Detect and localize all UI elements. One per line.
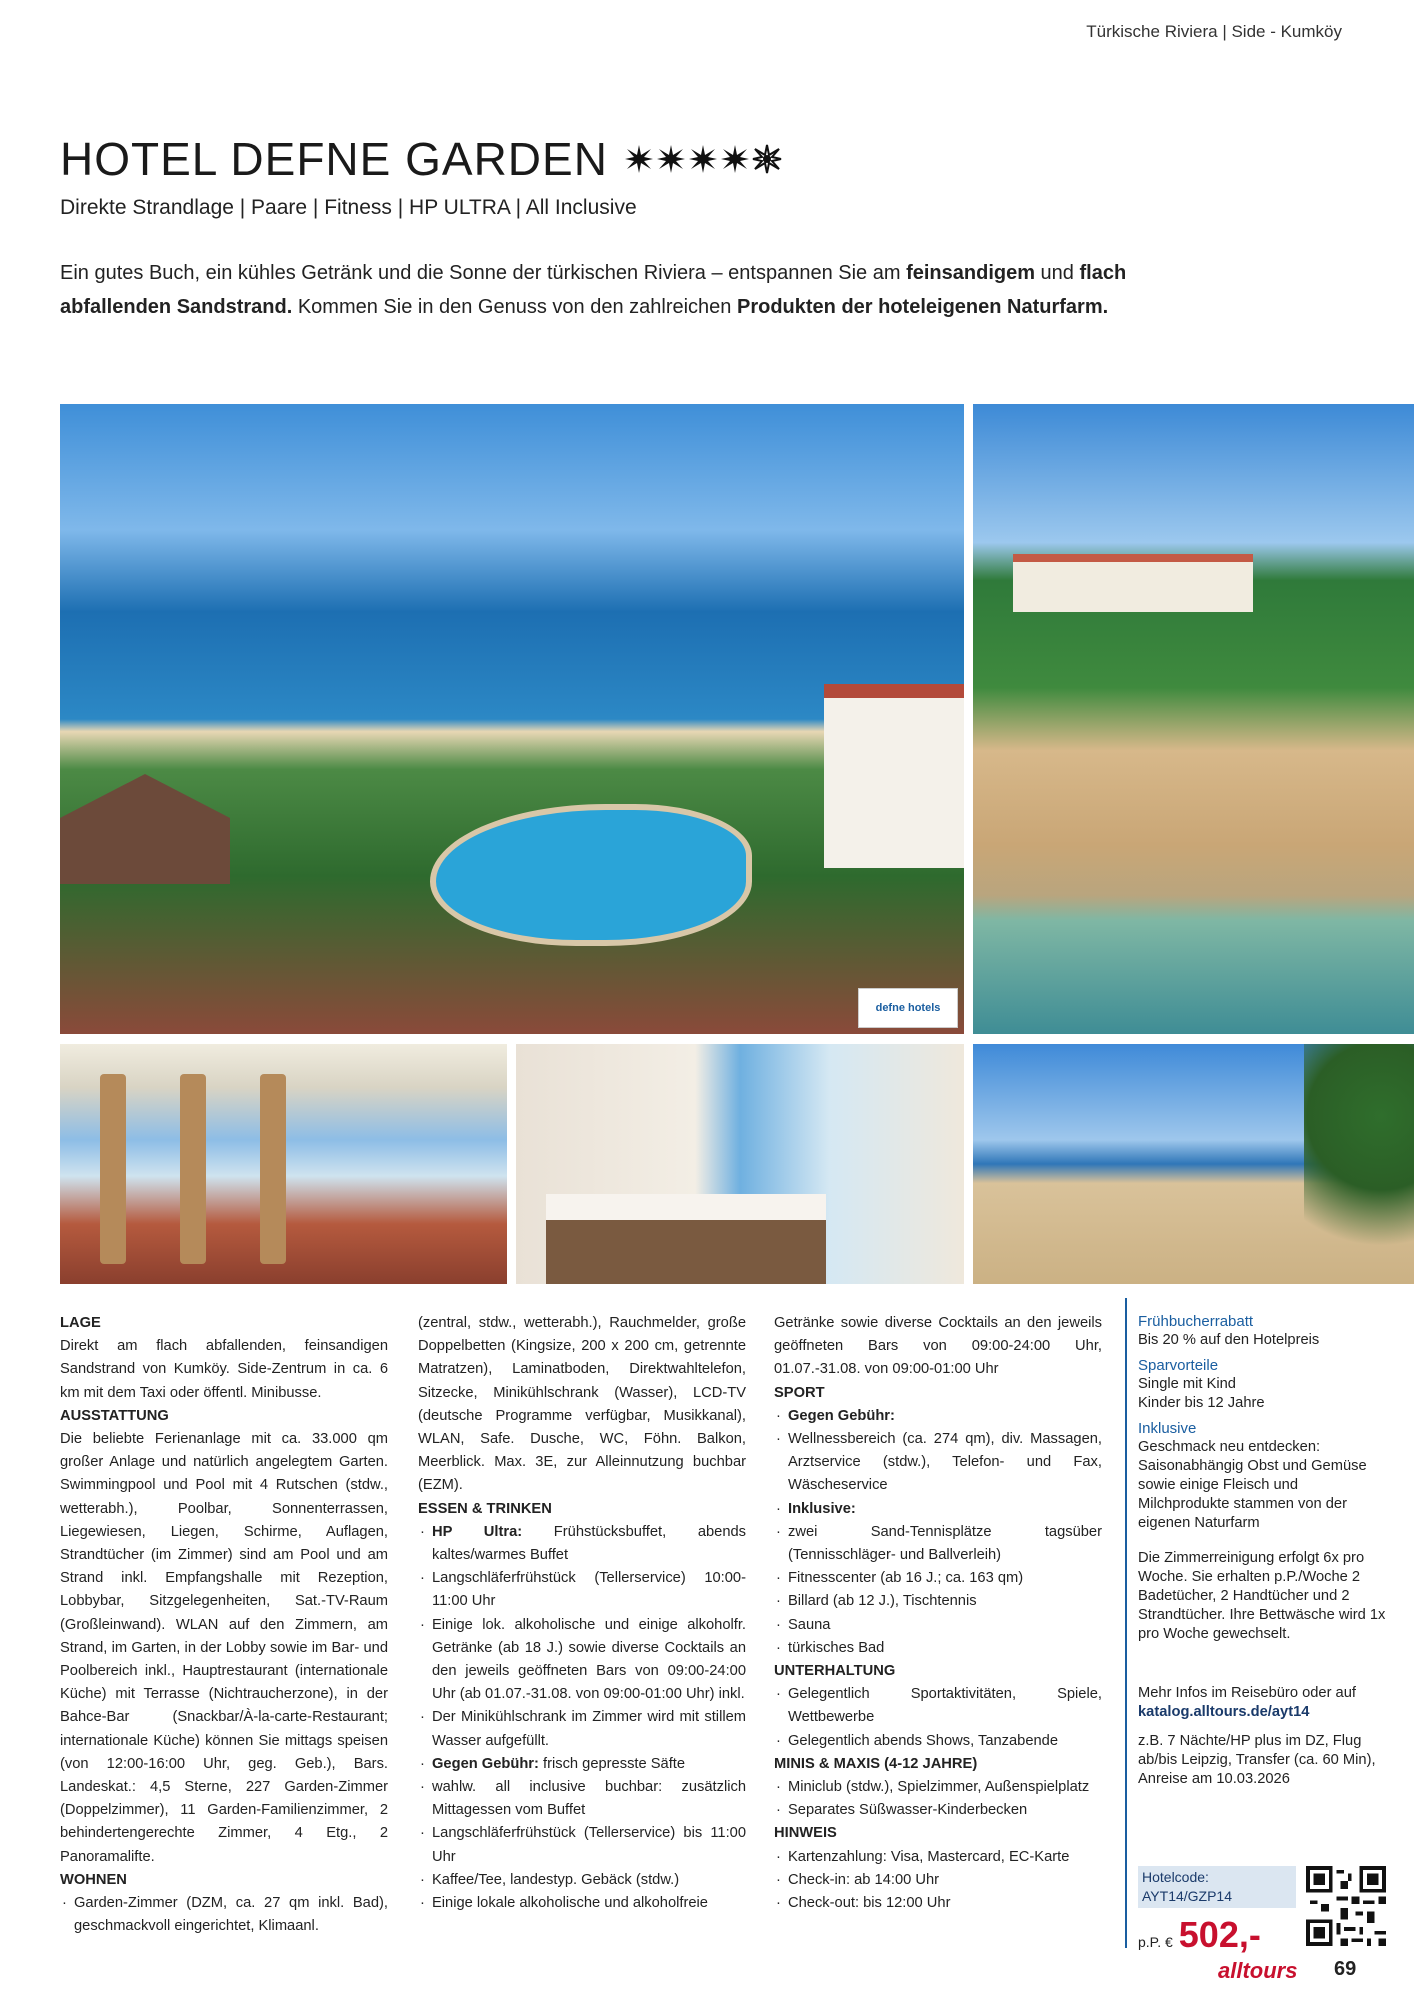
list-item: · wahlw. all inclusive buchbar: zusätzlich Mittagessen vom Buffet <box>418 1776 746 1822</box>
section-unterhaltung-heading: UNTERHALTUNG <box>774 1663 896 1680</box>
list-item: · Check-out: bis 12:00 Uhr <box>774 1892 1102 1915</box>
fruehbucher-heading: Frühbucherrabatt <box>1138 1313 1254 1330</box>
list-item: · Der Minikühlschrank im Zimmer wird mit stillem Wasser aufgefüllt. <box>418 1706 746 1752</box>
section-sport-heading: SPORT <box>774 1384 825 1401</box>
list-item: · HP Ultra: Frühstücksbuffet, abends kaltes/warmes Buffet <box>418 1521 746 1567</box>
star-rating <box>624 144 782 174</box>
list-item: · Inklusive: <box>774 1498 1102 1521</box>
inklusive-heading: Inklusive <box>1138 1420 1197 1437</box>
section-ausstattung-heading: AUSSTATTUNG <box>60 1407 169 1424</box>
list-item: · Einige lok. alkoholische und einige alkoholfr. Getränke (ab 18 J.) sowie diverse Cocktails an den jeweils geöffneten Bars von 09:00-24:00 Uhr (ab 01.07.-31.08. von 09:00-01:00 Uhr) inkl. <box>418 1614 746 1707</box>
list-item: · Check-in: ab 14:00 Uhr <box>774 1869 1102 1892</box>
restaurant-terrace-photo <box>60 1044 507 1284</box>
qr-code-icon[interactable] <box>1306 1866 1386 1946</box>
room-photo <box>516 1044 964 1284</box>
hotelcode-label: Hotelcode: <box>1142 1869 1209 1885</box>
more-info-text: Mehr Infos im Reisebüro oder auf <box>1138 1685 1356 1701</box>
list-item: · zwei Sand-Tennisplätze tagsüber (Tennisschläger- und Ballverleih) <box>774 1521 1102 1567</box>
price <box>1138 1914 1261 1956</box>
list-item: · Separates Süßwasser-Kinderbecken <box>774 1799 1102 1822</box>
section-lage-heading: LAGE <box>60 1315 101 1331</box>
list-item: · Miniclub (stdw.), Spielzimmer, Außenspielplatz <box>774 1776 1102 1799</box>
list-item: · Sauna <box>774 1614 1102 1637</box>
list-item: · Langschläferfrühstück (Tellerservice) 10:00-11:00 Uhr <box>418 1567 746 1613</box>
beach-photo <box>973 1044 1414 1284</box>
sparvorteile-text-2: Kinder bis 12 Jahre <box>1138 1395 1265 1411</box>
price-prefix: p.P. € <box>1138 1934 1173 1950</box>
half-star-icon <box>752 144 782 174</box>
star-icon <box>720 144 750 174</box>
inklusive-text: Geschmack neu entdecken: Saisonabhängig Obst und Gemüse sowie einige Fleisch und Milchprodukte stammen von der eigenen Naturfarm <box>1138 1439 1367 1531</box>
list-item: · Gegen Gebühr: <box>774 1405 1102 1428</box>
fruehbucher-text: Bis 20 % auf den Hotelpreis <box>1138 1332 1320 1348</box>
intro-text: Ein gutes Buch, ein kühles Getränk und die Sonne der türkischen Riviera – entspannen Sie am feinsandigem und flach abfallenden Sandstrand. Kommen Sie in den Genuss von den zahlreichen Produkten der hoteleigenen Naturfarm. <box>60 262 1127 318</box>
sparvorteile-text-1: Single mit Kind <box>1138 1376 1236 1392</box>
hotel-title <box>60 132 782 186</box>
column-3 <box>774 1312 1102 1915</box>
star-icon <box>624 144 654 174</box>
beach-aerial-photo <box>973 404 1414 1034</box>
hotelcode-box <box>1138 1866 1296 1908</box>
list-item: · Kartenzahlung: Visa, Mastercard, EC-Karte <box>774 1846 1102 1869</box>
list-item: · Langschläferfrühstück (Tellerservice) bis 11:00 Uhr <box>418 1822 746 1868</box>
price-example-text: z.B. 7 Nächte/HP plus im DZ, Flug ab/bis Leipzig, Transfer (ca. 60 Min), Anreise am 10.03.2026 <box>1138 1733 1376 1787</box>
hotel-subtitle: Direkte Strandlage | Paare | Fitness | HP ULTRA | All Inclusive <box>60 196 637 219</box>
defne-hotels-logo: defne hotels <box>858 988 958 1028</box>
hotelcode-value: AYT14/GZP14 <box>1142 1888 1233 1904</box>
section-hinweis-heading: HINWEIS <box>774 1825 837 1842</box>
section-essen-continued: Getränke sowie diverse Cocktails an den jeweils geöffneten Bars von 09:00-24:00 Uhr, 01.07.-31.08. von 09:00-01:00 Uhr <box>774 1315 1102 1378</box>
price-value: 502,- <box>1178 1914 1261 1955</box>
sparvorteile-heading: Sparvorteile <box>1138 1357 1219 1374</box>
section-essen-heading: ESSEN & TRINKEN <box>418 1500 552 1517</box>
list-item: · Kaffee/Tee, landestyp. Gebäck (stdw.) <box>418 1869 746 1892</box>
section-minis-heading: MINIS & MAXIS (4-12 JAHRE) <box>774 1755 978 1772</box>
section-ausstattung-text: Die beliebte Ferienanlage mit ca. 33.000 qm großer Anlage und natürlich angelegtem Garten. Swimmingpool und Pool mit 4 Rutschen (stdw., wetterabh.), Poolbar, Sonnenterrassen, Liegewiesen, Liegen, Schirme, Auflagen, Strandtücher (im Zimmer) sind am Pool und am Strand inkl. Empfangshalle mit Rezeption, Lobbybar, Sitzgelegenheiten, Sat.-TV-Raum (Großleinwand). WLAN auf den Zimmern, am Strand, im Garten, in der Lobby sowie im Bar- und Poolbereich inkl., Hauptrestaurant (internationale Küche) mit Terrasse (Nichtraucherzone), in der Bahce-Bar (Snackbar/À-la-carte-Restaurant; internationale Küche) können Sie mittags speisen (von 12:00-16:00 Uhr, geg. Geb.), Bars. Landeskat.: 4,5 Sterne, 227 Garden-Zimmer (Doppelzimmer), 11 Garden-Familienzimmer, 2 behindertengerechte Zimmer, 4 Etg., 2 Panoramalifte. <box>60 1431 388 1865</box>
section-wohnen-continued: (zentral, stdw., wetterabh.), Rauchmelder, große Doppelbetten (Kingsize, 200 x 200 cm, getrennte Matratzen), Laminatboden, Direktwahltelefon, Sitzecke, Minikühlschrank (Wasser), LCD-TV (deutsche Programme verfügbar, Musikkanal), WLAN, Safe. Dusche, WC, Föhn. Balkon, Meerblick. Max. 3E, zur Alleinnutzung buchbar (EZM). <box>418 1315 746 1494</box>
page-number: 69 <box>1334 1958 1357 1980</box>
hotel-name: HOTEL DEFNE GARDEN <box>60 133 608 185</box>
list-item: · Fitnesscenter (ab 16 J.; ca. 163 qm) <box>774 1567 1102 1590</box>
star-icon <box>688 144 718 174</box>
list-item: · Billard (ab 12 J.), Tischtennis <box>774 1590 1102 1613</box>
list-item: · Gelegentlich abends Shows, Tanzabende <box>774 1730 1102 1753</box>
list-item: · Gegen Gebühr: frisch gepresste Säfte <box>418 1753 746 1776</box>
brand-logo: alltours <box>1218 1958 1298 1983</box>
zimmerreinigung-text: Die Zimmerreinigung erfolgt 6x pro Woche. Sie erhalten p.P./Woche 2 Badetücher, 2 Handtücher und 2 Strandtücher. Ihre Bettwäsche wird 1x pro Woche gewechselt. <box>1138 1550 1386 1642</box>
list-item: · türkisches Bad <box>774 1637 1102 1660</box>
list-item: · Wellnessbereich (ca. 274 qm), div. Massagen, Arztservice (stdw.), Telefon- und Fax, Wäscheservice <box>774 1428 1102 1498</box>
catalog-link[interactable]: katalog.alltours.de/ayt14 <box>1138 1704 1310 1720</box>
star-icon <box>656 144 686 174</box>
sidebar <box>1138 1312 1388 1789</box>
section-lage-text: Direkt am flach abfallenden, feinsandigen Sandstrand von Kumköy. Side-Zentrum in ca. 6 km mit dem Taxi oder öffentl. Minibusse. <box>60 1338 388 1401</box>
column-1 <box>60 1312 388 1938</box>
sidebar-divider <box>1125 1298 1127 1948</box>
section-wohnen-heading: WOHNEN <box>60 1871 127 1888</box>
breadcrumb: Türkische Riviera | Side - Kumköy <box>1086 22 1342 41</box>
list-item: · Gelegentlich Sportaktivitäten, Spiele, Wettbewerbe <box>774 1683 1102 1729</box>
list-item: · Einige lokale alkoholische und alkoholfreie <box>418 1892 746 1915</box>
list-item: · Garden-Zimmer (DZM, ca. 27 qm inkl. Bad), geschmackvoll eingerichtet, Klimaanl. <box>60 1892 388 1938</box>
column-2 <box>418 1312 746 1915</box>
hotel-aerial-photo <box>60 404 964 1034</box>
